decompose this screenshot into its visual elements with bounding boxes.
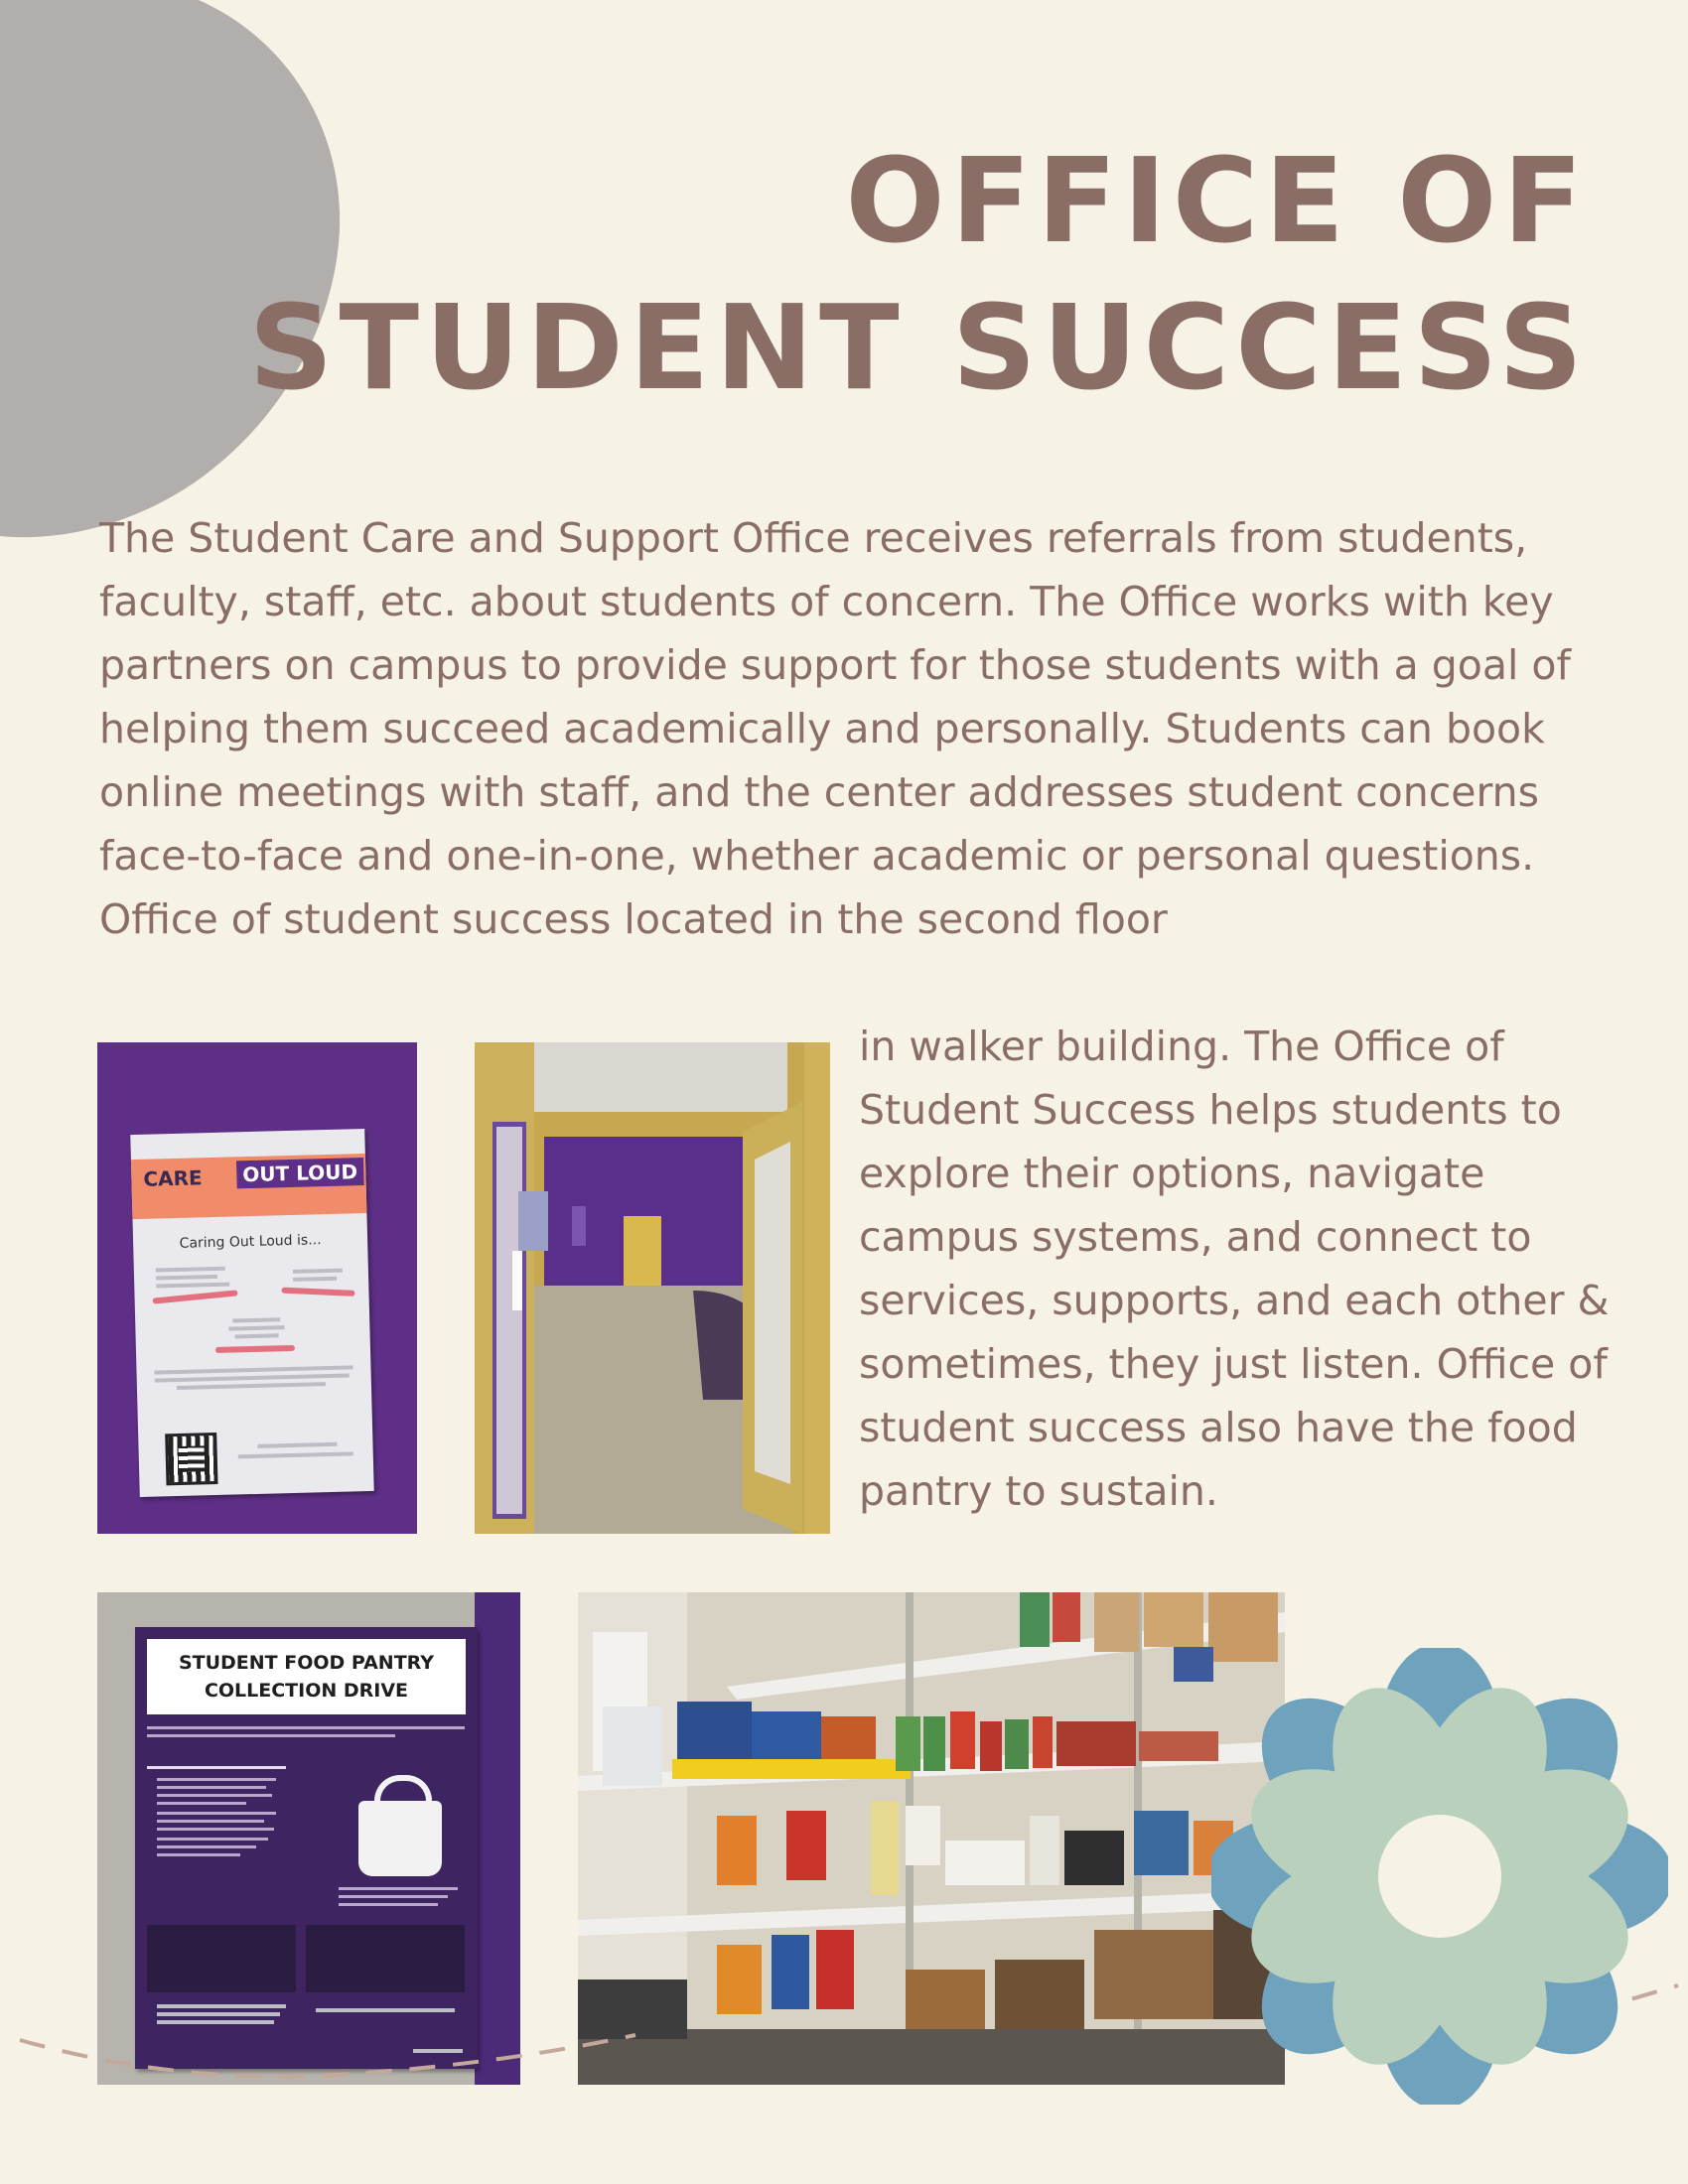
poster-subtitle: Caring Out Loud is... bbox=[179, 1232, 322, 1252]
care-out-loud-poster-photo bbox=[97, 1042, 417, 1534]
qr-code-icon bbox=[168, 1435, 214, 1482]
office-doorway-photo bbox=[475, 1042, 830, 1534]
poster-tag-out-loud: OUT LOUD bbox=[236, 1158, 363, 1188]
poster-title-line-2: COLLECTION DRIVE bbox=[204, 1680, 409, 1702]
doorway-illustration bbox=[475, 1042, 830, 1534]
intro-paragraph: The Student Care and Support Office receives referrals from students, faculty, staff, etc. about students of concern. The Office works with key partners on campus to provide support for those students with a goal of helping them succeed academically and personally. Students can book online meetings with staff, and the center addresses student concerns face-to-face and one-in-one, whether academic or personal questions. Office of student success located in the second floor bbox=[99, 514, 1571, 943]
care-out-loud-poster bbox=[130, 1129, 373, 1497]
poster-banner bbox=[131, 1154, 366, 1219]
decorative-flower bbox=[1211, 1648, 1668, 2105]
poster-tag-care: CARE bbox=[143, 1165, 203, 1191]
poster-title bbox=[147, 1649, 466, 1705]
poster-title-line-1: STUDENT FOOD PANTRY bbox=[178, 1652, 435, 1674]
title-line-1: OFFICE OF bbox=[845, 132, 1589, 269]
side-paragraph: in walker building. The Office of Student Success helps students to explore their options, navigate campus systems, and connect to services, supports, and each other & sometimes, they just listen. Office of student success also have the food pantry to sustain. bbox=[859, 1023, 1610, 1515]
title-line-2: STUDENT SUCCESS bbox=[248, 279, 1589, 416]
poster-header bbox=[147, 1639, 466, 1714]
grocery-bag-icon bbox=[358, 1801, 442, 1876]
page-title bbox=[249, 127, 1589, 421]
